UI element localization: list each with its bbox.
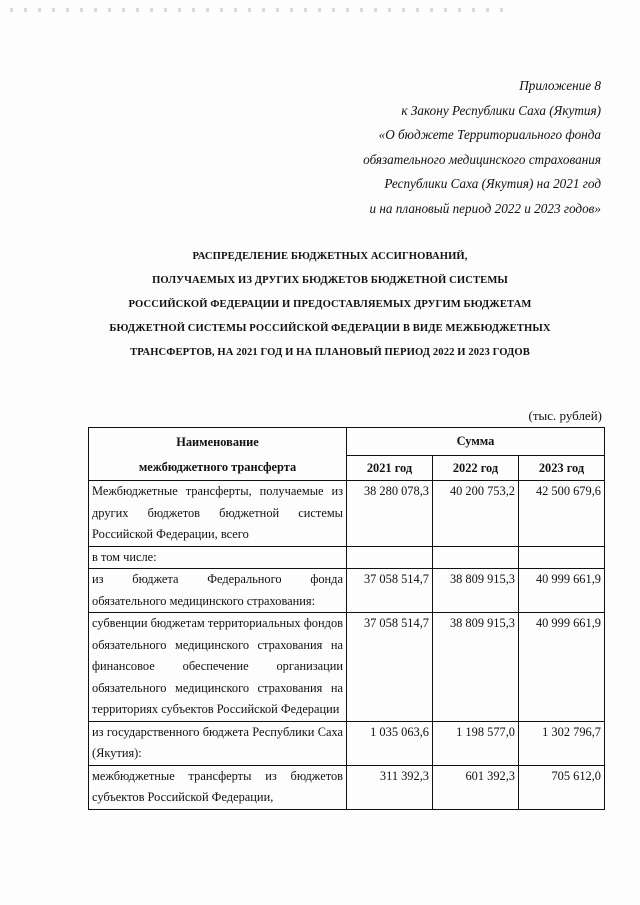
appendix-line: Приложение 8 <box>519 78 601 93</box>
title-line: БЮДЖЕТНОЙ СИСТЕМЫ РОССИЙСКОЙ ФЕДЕРАЦИИ В ВИДЕ МЕЖБЮДЖЕТНЫХ <box>109 323 551 334</box>
row-value-2023: 40 999 661,9 <box>519 613 605 722</box>
scan-noise <box>10 8 510 12</box>
row-name: межбюджетные трансферты из бюджетов субъектов Российской Федерации, <box>89 765 347 809</box>
document-title <box>60 245 600 365</box>
row-value-2022: 38 809 915,3 <box>433 613 519 722</box>
title-line: РАСПРЕДЕЛЕНИЕ БЮДЖЕТНЫХ АССИГНОВАНИЙ, <box>192 251 468 262</box>
table-header-row <box>89 428 605 456</box>
budget-table <box>88 427 605 810</box>
row-value-2021: 38 280 078,3 <box>347 481 433 547</box>
row-value-2021 <box>347 546 433 569</box>
row-value-2023: 705 612,0 <box>519 765 605 809</box>
row-value-2022: 1 198 577,0 <box>433 721 519 765</box>
row-value-2022: 601 392,3 <box>433 765 519 809</box>
header-name-line1: Наименование <box>176 435 259 449</box>
row-value-2021: 37 058 514,7 <box>347 569 433 613</box>
header-year-2022: 2022 год <box>433 455 519 480</box>
row-value-2022: 40 200 753,2 <box>433 481 519 547</box>
row-name: Межбюджетные трансферты, получаемые из других бюджетов бюджетной системы Российской Федерации, всего <box>89 481 347 547</box>
header-year-2021: 2021 год <box>347 455 433 480</box>
row-value-2023: 42 500 679,6 <box>519 481 605 547</box>
title-line: ТРАНСФЕРТОВ, НА 2021 ГОД И НА ПЛАНОВЫЙ ПЕРИОД 2022 И 2023 ГОДОВ <box>130 347 530 358</box>
table-row <box>89 481 605 547</box>
header-year-2023: 2023 год <box>519 455 605 480</box>
row-value-2023: 40 999 661,9 <box>519 569 605 613</box>
table-row <box>89 613 605 722</box>
title-line: ПОЛУЧАЕМЫХ ИЗ ДРУГИХ БЮДЖЕТОВ БЮДЖЕТНОЙ СИСТЕМЫ <box>152 275 508 286</box>
header-name-cell <box>89 428 347 481</box>
row-name: из бюджета Федерального фонда обязательного медицинского страхования: <box>89 569 347 613</box>
table-row <box>89 765 605 809</box>
table-row <box>89 546 605 569</box>
appendix-line: к Закону Республики Саха (Якутия) <box>401 102 601 118</box>
row-name: из государственного бюджета Республики Саха (Якутия): <box>89 721 347 765</box>
table-row <box>89 569 605 613</box>
row-value-2023: 1 302 796,7 <box>519 721 605 765</box>
appendix-line: и на плановый период 2022 и 2023 годов» <box>369 200 601 216</box>
row-value-2022: 38 809 915,3 <box>433 569 519 613</box>
header-name-line2: межбюджетного трансферта <box>138 460 297 474</box>
row-value-2022 <box>433 546 519 569</box>
row-value-2023 <box>519 546 605 569</box>
row-value-2021: 311 392,3 <box>347 765 433 809</box>
row-name: субвенции бюджетам территориальных фондов обязательного медицинского страхования на финансовое обеспечение организации обязательного медицинского страхования на территориях субъектов Российской Федерации <box>89 613 347 722</box>
table-row <box>89 721 605 765</box>
header-sum-cell: Сумма <box>347 428 605 456</box>
units-label: (тыс. рублей) <box>528 408 602 423</box>
row-name: в том числе: <box>89 546 347 569</box>
appendix-line: обязательного медицинского страхования <box>363 151 601 167</box>
appendix-header <box>281 74 601 221</box>
appendix-line: «О бюджете Территориального фонда <box>378 127 601 142</box>
row-value-2021: 1 035 063,6 <box>347 721 433 765</box>
appendix-line: Республики Саха (Якутия) на 2021 год <box>384 176 601 191</box>
title-line: РОССИЙСКОЙ ФЕДЕРАЦИИ И ПРЕДОСТАВЛЯЕМЫХ ДРУГИМ БЮДЖЕТАМ <box>128 299 532 310</box>
row-value-2021: 37 058 514,7 <box>347 613 433 722</box>
